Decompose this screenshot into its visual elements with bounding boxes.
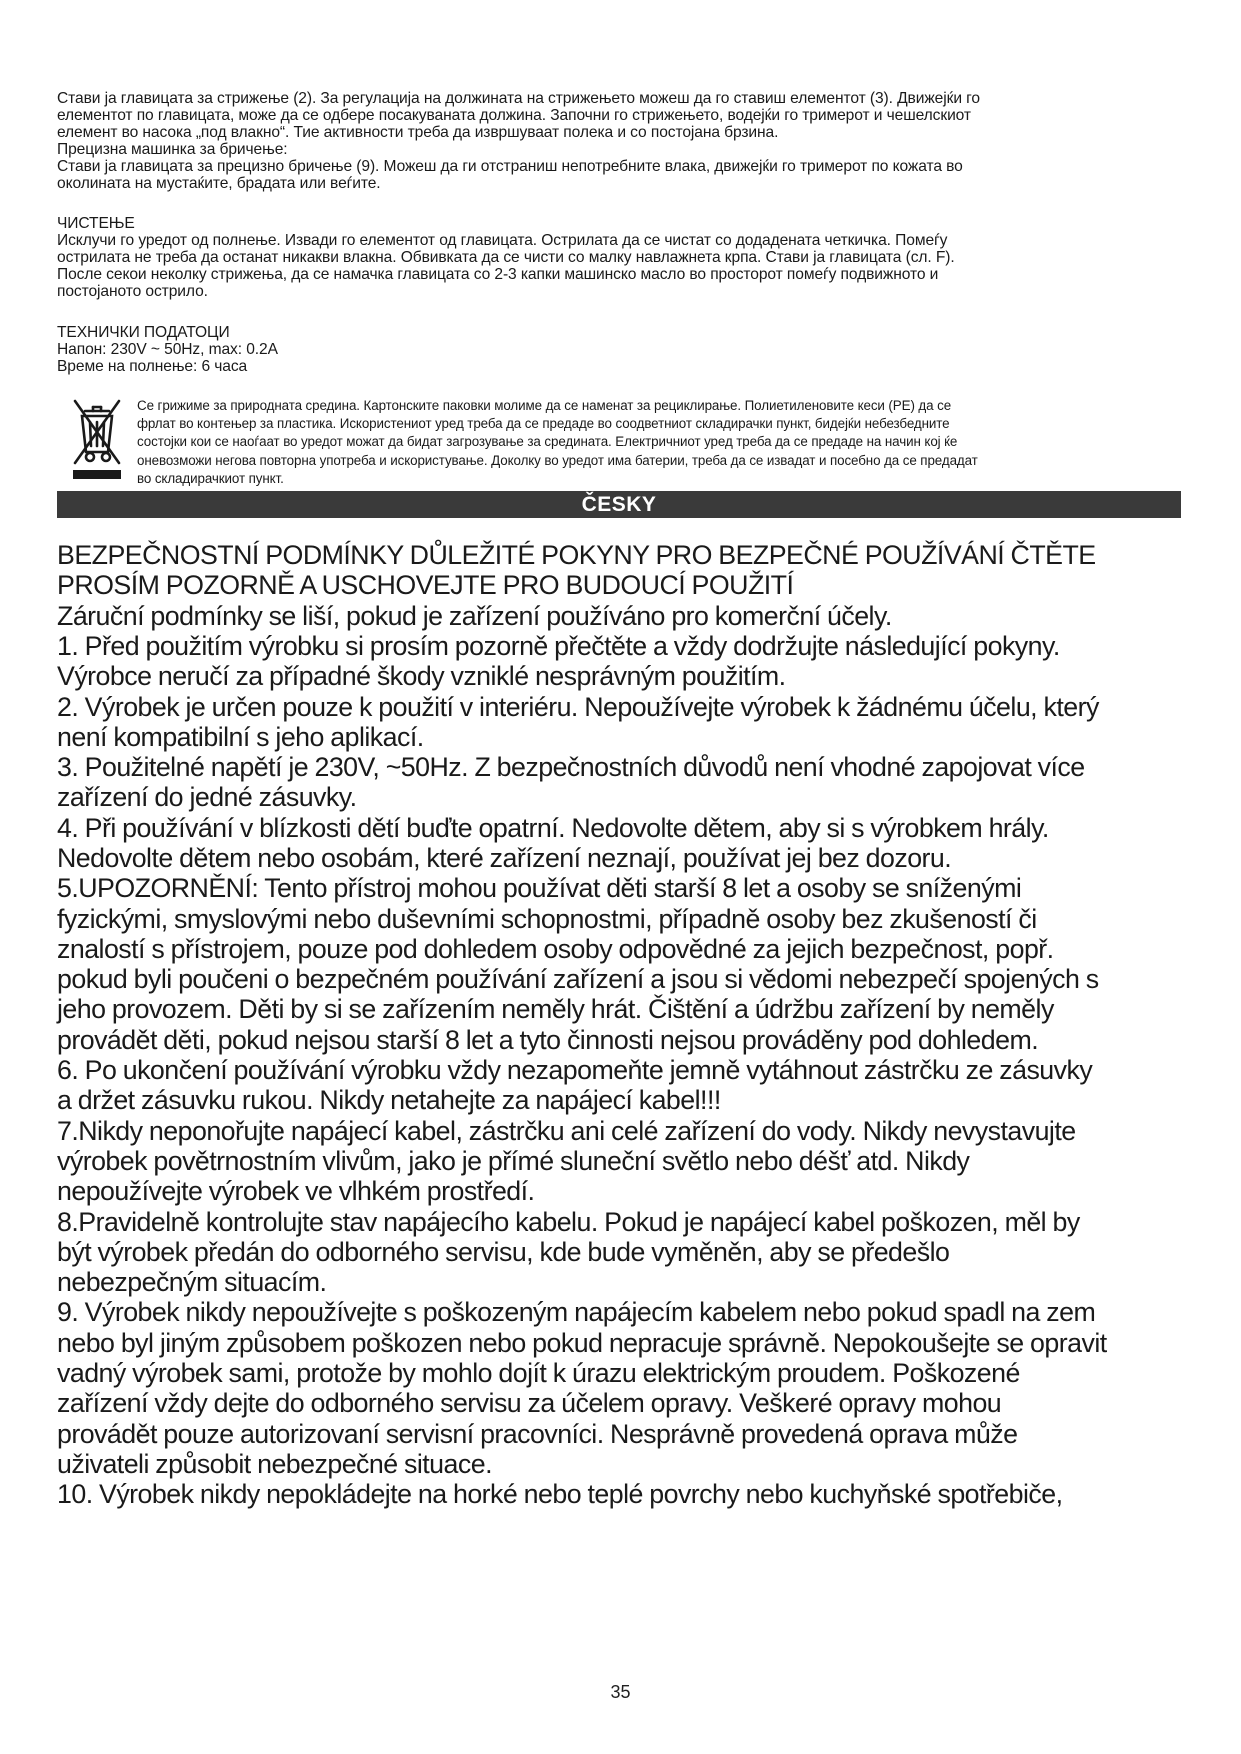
- instruction-line: provádět děti, pokud nejsou starší 8 let a tyto činnosti nejsou prováděny pod dohledem.: [57, 1023, 1039, 1055]
- instruction-line: nebo byl jiným způsobem poškozen nebo pokud nepracuje správně. Nepokoušejte se opravit: [57, 1326, 1107, 1358]
- instruction-line: znalostí s přístrojem, pouze pod dohledem osoby odpovědné za jejich bezpečnost, popř.: [57, 932, 1054, 964]
- spacer: [57, 192, 1181, 215]
- instruction-line: 2. Výrobek je určen pouze k použití v interiéru. Nepoužívejte výrobek k žádnému účelu, který: [57, 690, 1099, 722]
- text-line: Стави ја главицата за стрижење (2). За регулација на должината на стрижењето можеш да го ставиш елементот (3). Движејќи го: [57, 90, 980, 107]
- voltage-spec: Напон: 230V ~ 50Hz, max: 0.2A: [57, 341, 278, 358]
- instruction-line: 3. Použitelné napětí je 230V, ~50Hz. Z bezpečnostních důvodů není vhodné zapojovat více: [57, 751, 1085, 783]
- instruction-line: vadný výrobek sami, protože by mohlo dojít k úrazu elektrickým proudem. Poškozené: [57, 1357, 1020, 1389]
- manual-page: [57, 90, 1181, 1510]
- instruction-line: a držet zásuvku rukou. Nikdy netahejte za napájecí kabel!!!: [57, 1084, 721, 1116]
- macedonian-section: [57, 90, 1181, 488]
- text-line: фрлат во контењер за пластика. Искористениот уред треба да се предаде во соодветниот складирачки пункт, бидејќи небезбедните: [137, 416, 950, 432]
- language-section-bar: ČESKY: [57, 491, 1181, 518]
- instruction-line: pokud byli poučeni o bezpečném používání zařízení a jsou si vědomi nebezpečí spojených s: [57, 963, 1099, 995]
- text-line: во складирачкиот пункт.: [137, 470, 284, 486]
- instruction-line: být výrobek předán do odborného servisu, kde bude vyměněn, aby se předešlo: [57, 1235, 950, 1267]
- text-line: острилата не треба да останат никакви влакна. Обвивката да се чисти со малку навлажнета крпа. Стави ја главицата (сл. F).: [57, 249, 955, 266]
- instruction-line: 7.Nikdy neponořujte napájecí kabel, zástrčku ani celé zařízení do vody. Nikdy nevystavujte: [57, 1114, 1076, 1146]
- instruction-line: nepoužívejte výrobek ve vlhkém prostředí.: [57, 1175, 535, 1207]
- text-line: Се грижиме за природната средина. Картонските паковки молиме да се наменат за рециклирање. Полиетиленовите кеси (PE) да се: [137, 398, 952, 413]
- text-line: Исклучи го уредот од полнење. Извади го елементот од главицата. Острилата да се чистат со додадената четкичка. Помеѓу: [57, 232, 948, 249]
- crossed-out-wheelie-bin-icon: [71, 397, 123, 487]
- trimming-instructions: [57, 90, 1181, 192]
- instruction-line: jeho provozem. Děti by si se zařízením neměly hrát. Čištění a údržbu zařízení by neměly: [57, 993, 1054, 1025]
- instruction-line: zařízení vždy dejte do odborného servisu za účelem opravy. Veškeré opravy mohou: [57, 1387, 1002, 1419]
- instruction-line: 10. Výrobek nikdy nepokládejte na horké nebo teplé povrchy nebo kuchyňské spotřebiče,: [57, 1478, 1063, 1510]
- recycling-text: [137, 397, 1157, 488]
- page-number: 35: [610, 1682, 631, 1702]
- text-line: елементот по главицата, може да се одбере посакуваната должина. Започни го стрижењето, водејќи го тримерот и чешелскиот: [57, 107, 971, 124]
- subheading: Прецизна машинка за бричење:: [57, 141, 288, 158]
- instruction-line: Výrobce neručí za případné škody vzniklé nesprávným použitím.: [57, 660, 786, 692]
- instruction-line: 6. Po ukončení používání výrobku vždy nezapomeňte jemně vytáhnout zástrčku ze zásuvky: [57, 1054, 1093, 1086]
- instruction-line: není kompatibilní s jeho aplikací.: [57, 720, 424, 752]
- spacer: [57, 300, 1181, 324]
- instruction-line: uživateli způsobit nebezpečné situace.: [57, 1447, 492, 1479]
- safety-title-line: BEZPEČNOSTNÍ PODMÍNKY DŮLEŽITÉ POKYNY PRO BEZPEČNÉ POUŽÍVÁNÍ ČTĚTE: [57, 539, 1096, 571]
- instruction-line: 8.Pravidelně kontrolujte stav napájecího kabelu. Pokud je napájecí kabel poškozen, měl by: [57, 1205, 1080, 1237]
- instruction-line: Nedovolte dětem nebo osobám, které zařízení neznají, používat jej bez dozoru.: [57, 841, 952, 873]
- instruction-line: fyzickými, smyslovými nebo duševními schopnostmi, případně osoby bez zkušeností či: [57, 902, 1037, 934]
- cleaning-block: [57, 215, 1181, 300]
- instruction-line: 5.UPOZORNĚNÍ: Tento přístroj mohou používat děti starší 8 let a osoby se sníženými: [57, 872, 1022, 904]
- cleaning-heading: ЧИСТЕЊЕ: [57, 215, 135, 232]
- instruction-line: výrobek povětrnostním vlivům, jako je přímé sluneční světlo nebo déšť atd. Nikdy: [57, 1144, 970, 1176]
- text-line: После секои неколку стрижења, да се намачка главицата со 2-3 капки машинско масло во просторот помеѓу подвижното и: [57, 266, 939, 283]
- charging-time-spec: Време на полнење: 6 часа: [57, 358, 248, 375]
- text-line: постојаното острило.: [57, 283, 208, 300]
- recycling-notice: [57, 397, 1181, 488]
- czech-section: [57, 540, 1181, 1510]
- instruction-line: 9. Výrobek nikdy nepoužívejte s poškozeným napájecím kabelem nebo pokud spadl na zem: [57, 1296, 1096, 1328]
- warranty-note: Záruční podmínky se liší, pokud je zařízení používáno pro komerční účely.: [57, 599, 892, 631]
- safety-title-line: PROSÍM POZORNĚ A USCHOVEJTE PRO BUDOUCÍ POUŽITÍ: [57, 569, 794, 601]
- text-line: околината на мустаќите, брадата или веѓите.: [57, 175, 381, 192]
- technical-data-heading: ТЕХНИЧКИ ПОДАТОЦИ: [57, 324, 230, 341]
- instruction-line: 1. Před použitím výrobku si prosím pozorně přečtěte a vždy dodržujte následující pokyny.: [57, 629, 1060, 661]
- text-line: состојки кои се наоѓаат во уредот можат да бидат загрозување за средината. Електричниот уред треба да се предаде на начин кој ќе: [137, 434, 958, 450]
- text-line: оневозможи негова повторна употреба и искористување. Доколку во уредот има батерии, треба да се извадат и посебно да се предадат: [137, 452, 978, 468]
- instruction-line: zařízení do jedné zásuvky.: [57, 781, 357, 813]
- technical-data-block: [57, 324, 1181, 375]
- text-line: елемент во насока „под влакно“. Тие активности треба да извршуваат полека и со постојана брзина.: [57, 124, 779, 141]
- instruction-line: nebezpečným situacím.: [57, 1266, 327, 1298]
- instruction-line: provádět pouze autorizovaní servisní pracovníci. Nesprávně provedená oprava může: [57, 1417, 1018, 1449]
- instruction-line: 4. Při používání v blízkosti dětí buďte opatrní. Nedovolte dětem, aby si s výrobkem hrály.: [57, 811, 1049, 843]
- text-line: Стави ја главицата за прецизно бричење (9). Можеш да ги отстраниш непотребните влака, движејќи го тримерот по кожата во: [57, 158, 963, 175]
